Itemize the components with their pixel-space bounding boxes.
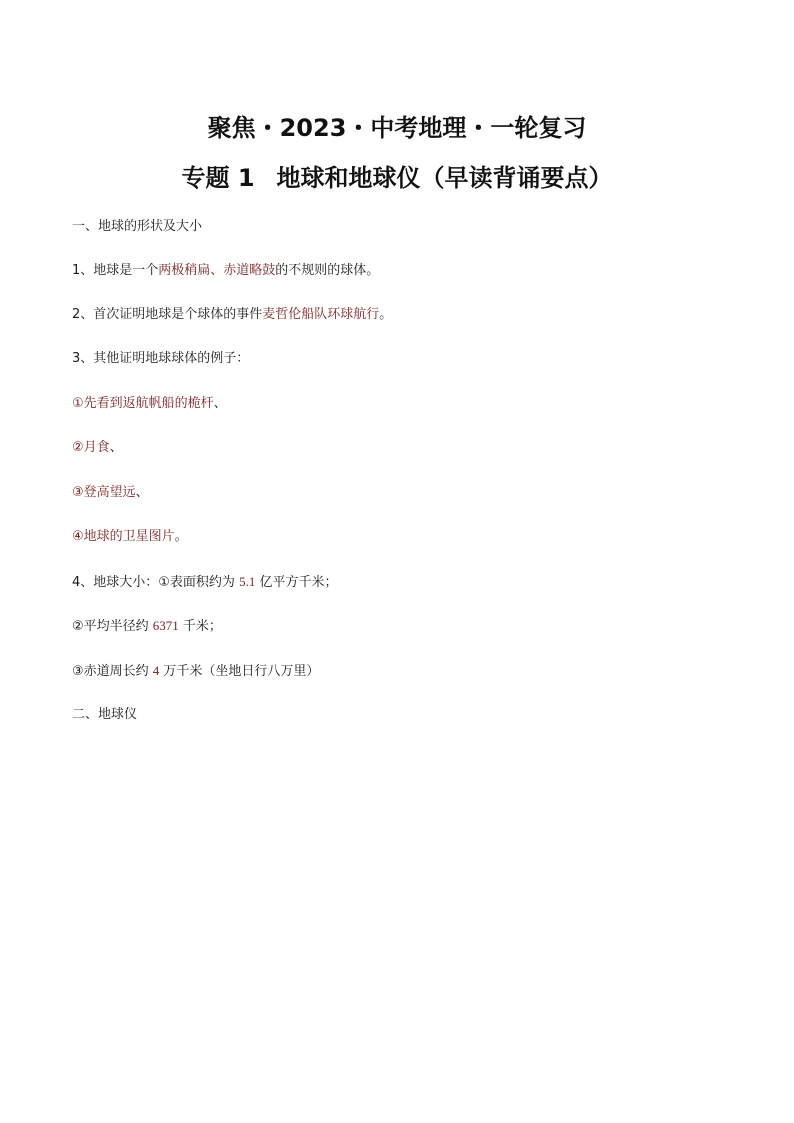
circumference-prefix: ③赤道周长约	[72, 664, 153, 679]
circumference-line	[72, 662, 319, 681]
example-marker: ②	[72, 440, 84, 455]
point-4	[72, 573, 337, 592]
section-heading-shape-size	[72, 218, 202, 236]
example-suffix: 。	[174, 529, 188, 544]
example-highlight: 先看到返航帆船的桅杆	[83, 396, 214, 411]
title-line-1: 聚焦・2023・中考地理・一轮复习	[207, 114, 587, 142]
example-suffix: 、	[109, 440, 123, 455]
point-1-prefix: 1、地球是一个	[72, 263, 159, 278]
section-heading-text: 二、地球仪	[72, 707, 138, 722]
point-1-highlight: 两极稍扁、赤道略鼓	[158, 263, 276, 278]
example-marker: ③	[72, 485, 84, 500]
example-marker: ①	[72, 396, 84, 411]
topic-title: 地球和地球仪（早读背诵要点）	[276, 164, 613, 192]
example-highlight: 登高望远	[83, 485, 136, 500]
circumference-value: 4	[152, 663, 160, 678]
example-marker: ④	[72, 529, 84, 544]
document-title	[0, 113, 794, 143]
example-highlight: 月食	[83, 440, 110, 455]
point-4-prefix: 4、地球大小：①表面积约为	[72, 575, 240, 590]
circumference-suffix: 万千米（坐地日行八万里）	[159, 664, 320, 679]
point-3	[72, 350, 249, 368]
topic-number: 专题 1	[181, 164, 255, 192]
radius-suffix: 千米；	[178, 619, 222, 634]
radius-prefix: ②平均半径约	[72, 619, 153, 634]
radius-line	[72, 617, 222, 636]
document-subtitle	[0, 163, 794, 193]
point-3-text: 3、其他证明地球球体的例子：	[72, 351, 250, 366]
point-1-suffix: 的不规则的球体。	[275, 263, 380, 278]
radius-value: 6371	[152, 618, 179, 633]
example-suffix: 、	[213, 396, 227, 411]
point-2-suffix: 。	[379, 307, 393, 322]
example-item	[72, 484, 149, 502]
point-1	[72, 262, 379, 280]
point-4-suffix: 亿平方千米；	[255, 575, 338, 590]
example-suffix: 、	[135, 485, 149, 500]
section-heading-text: 一、地球的形状及大小	[72, 219, 203, 234]
point-2	[72, 306, 392, 324]
section-heading-globe	[72, 706, 137, 724]
surface-area-value: 5.1	[239, 574, 256, 589]
example-item	[72, 439, 123, 457]
point-2-highlight: 麦哲伦船队环球航行	[262, 307, 380, 322]
example-highlight: 地球的卫星图片	[83, 529, 175, 544]
example-item	[72, 395, 227, 413]
point-2-prefix: 2、首次证明地球是个球体的事件	[72, 307, 263, 322]
example-item	[72, 528, 188, 546]
